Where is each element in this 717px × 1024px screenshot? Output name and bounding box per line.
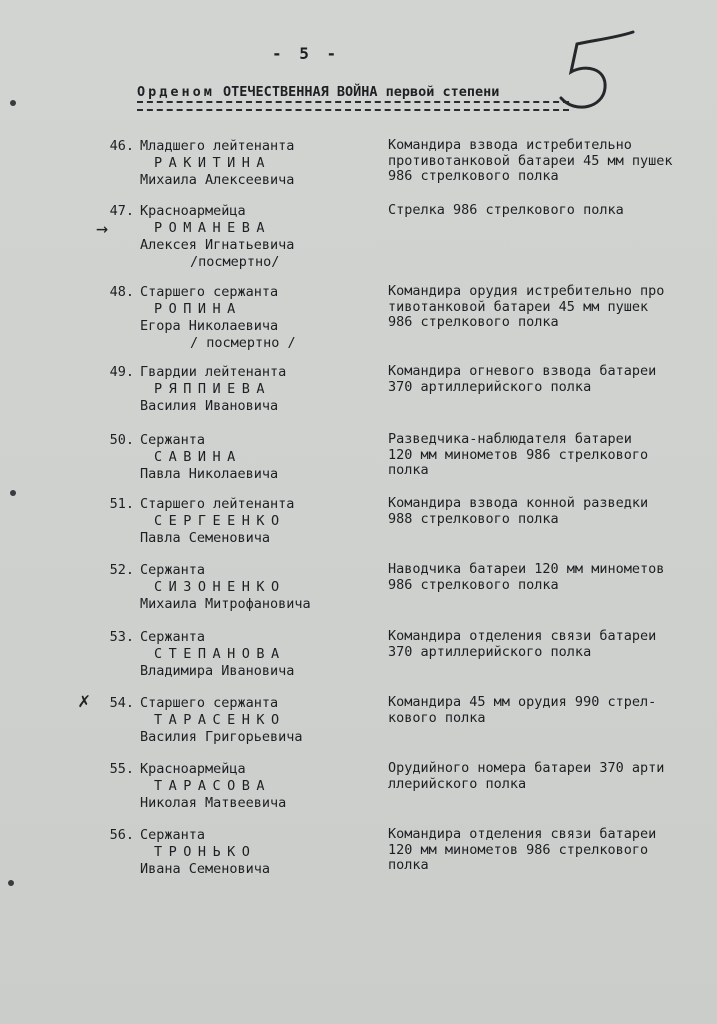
award-entry xyxy=(0,761,717,831)
punch-hole xyxy=(10,100,16,106)
entry-person xyxy=(140,695,380,746)
award-entry xyxy=(0,138,717,208)
entry-rank: Красноармейца xyxy=(140,203,246,219)
entry-number: 51. xyxy=(109,496,134,512)
entry-surname: СЕРГЕЕНКО xyxy=(154,513,286,529)
entry-surname: СИЗОНЕНКО xyxy=(154,579,286,595)
heading-underline xyxy=(137,101,569,111)
entry-given-names: Павла Семеновича xyxy=(140,530,271,546)
entry-rank: Красноармейца xyxy=(140,761,246,777)
entry-note: / посмертно / xyxy=(190,335,296,351)
entry-person xyxy=(140,629,380,680)
entry-surname: САВИНА xyxy=(154,449,242,465)
entry-position: Командира отделения связи батареи 370 артиллерийского полка xyxy=(388,628,657,660)
entry-rank: Сержанта xyxy=(140,562,206,578)
entry-person xyxy=(140,562,380,613)
entry-number: 48. xyxy=(109,284,134,300)
heading-prefix: Орденом xyxy=(137,84,215,100)
entry-given-names: Павла Николаевича xyxy=(140,466,279,482)
entry-person xyxy=(140,432,380,483)
entry-person xyxy=(140,138,380,189)
punch-hole xyxy=(10,490,16,496)
entry-position: Командира отделения связи батареи 120 мм минометов 986 стрелкового полка xyxy=(388,826,657,873)
entry-rank: Младшего лейтенанта xyxy=(140,138,295,154)
entry-number: 49. xyxy=(109,364,134,380)
entry-number: 55. xyxy=(109,761,134,777)
entry-number: 46. xyxy=(109,138,134,154)
entry-position: Разведчика-наблюдателя батареи 120 мм минометов 986 стрелкового полка xyxy=(388,431,649,478)
entry-number: 53. xyxy=(109,629,134,645)
arrow-mark-icon: → xyxy=(96,216,109,240)
entry-given-names: Ивана Семеновича xyxy=(140,861,271,877)
award-entry xyxy=(0,284,717,354)
entry-person xyxy=(140,496,380,547)
entry-person xyxy=(140,761,380,812)
entry-rank: Старшего сержанта xyxy=(140,284,279,300)
entry-given-names: Михаила Митрофановича xyxy=(140,596,311,612)
award-entry xyxy=(0,364,717,434)
entry-number: 52. xyxy=(109,562,134,578)
award-entry xyxy=(0,432,717,502)
entry-surname: ТАРАСОВА xyxy=(154,778,272,794)
award-entry xyxy=(0,695,717,765)
entry-note: /посмертно/ xyxy=(190,254,280,270)
entry-given-names: Егора Николаевича xyxy=(140,318,279,334)
entry-given-names: Николая Матвеевича xyxy=(140,795,287,811)
entry-given-names: Василия Григорьевича xyxy=(140,729,303,745)
entry-position: Орудийного номера батареи 370 арти ллерийского полка xyxy=(388,760,665,792)
award-entry xyxy=(0,629,717,699)
entry-position: Командира огневого взвода батареи 370 артиллерийского полка xyxy=(388,363,657,395)
entry-given-names: Алексея Игнатьевича xyxy=(140,237,295,253)
entry-person xyxy=(140,364,380,415)
entry-rank: Старшего лейтенанта xyxy=(140,496,295,512)
page-number: - 5 - xyxy=(272,44,341,63)
punch-hole xyxy=(8,880,14,886)
entry-surname: ТАРАСЕНКО xyxy=(154,712,286,728)
entry-rank: Старшего сержанта xyxy=(140,695,279,711)
entry-given-names: Михаила Алексеевича xyxy=(140,172,295,188)
entry-position: Командира орудия истребительно про тивотанковой батареи 45 мм пушек 986 стрелкового полка xyxy=(388,283,665,330)
award-heading xyxy=(137,84,499,100)
heading-rest: ОТЕЧЕСТВЕННАЯ ВОЙНА первой степени xyxy=(223,84,500,100)
entry-position: Командира взвода конной разведки 988 стрелкового полка xyxy=(388,495,649,527)
entry-position: Наводчика батареи 120 мм минометов 986 стрелкового полка xyxy=(388,561,665,593)
entry-position: Командира взвода истребительно противотанковой батареи 45 мм пушек 986 стрелкового полка xyxy=(388,137,673,184)
entry-surname: РАКИТИНА xyxy=(154,155,272,171)
entry-rank: Сержанта xyxy=(140,432,206,448)
entry-rank: Сержанта xyxy=(140,827,206,843)
award-entry xyxy=(0,827,717,897)
entry-given-names: Василия Ивановича xyxy=(140,398,279,414)
entry-number: 56. xyxy=(109,827,134,843)
entry-person xyxy=(140,203,380,271)
entry-person xyxy=(140,284,380,352)
entry-number: 54. xyxy=(109,695,134,711)
award-entry xyxy=(0,562,717,632)
entry-surname: СТЕПАНОВА xyxy=(154,646,286,662)
entry-surname: РОПИНА xyxy=(154,301,242,317)
entry-surname: РОМАНЕВА xyxy=(154,220,272,236)
entry-number: 47. xyxy=(109,203,134,219)
entry-position: Командира 45 мм орудия 990 стрел- кового полка xyxy=(388,694,657,726)
handwritten-mark-text: 5 xyxy=(555,28,556,29)
entry-surname: РЯППИЕВА xyxy=(154,381,272,397)
entry-surname: ТРОНЬКО xyxy=(154,844,257,860)
entry-rank: Гвардии лейтенанта xyxy=(140,364,287,380)
entry-position: Стрелка 986 стрелкового полка xyxy=(388,202,624,218)
entry-rank: Сержанта xyxy=(140,629,206,645)
award-entry xyxy=(0,496,717,566)
entry-person xyxy=(140,827,380,878)
entry-number: 50. xyxy=(109,432,134,448)
entry-given-names: Владимира Ивановича xyxy=(140,663,295,679)
cross-mark-icon: ✗ xyxy=(78,688,91,712)
